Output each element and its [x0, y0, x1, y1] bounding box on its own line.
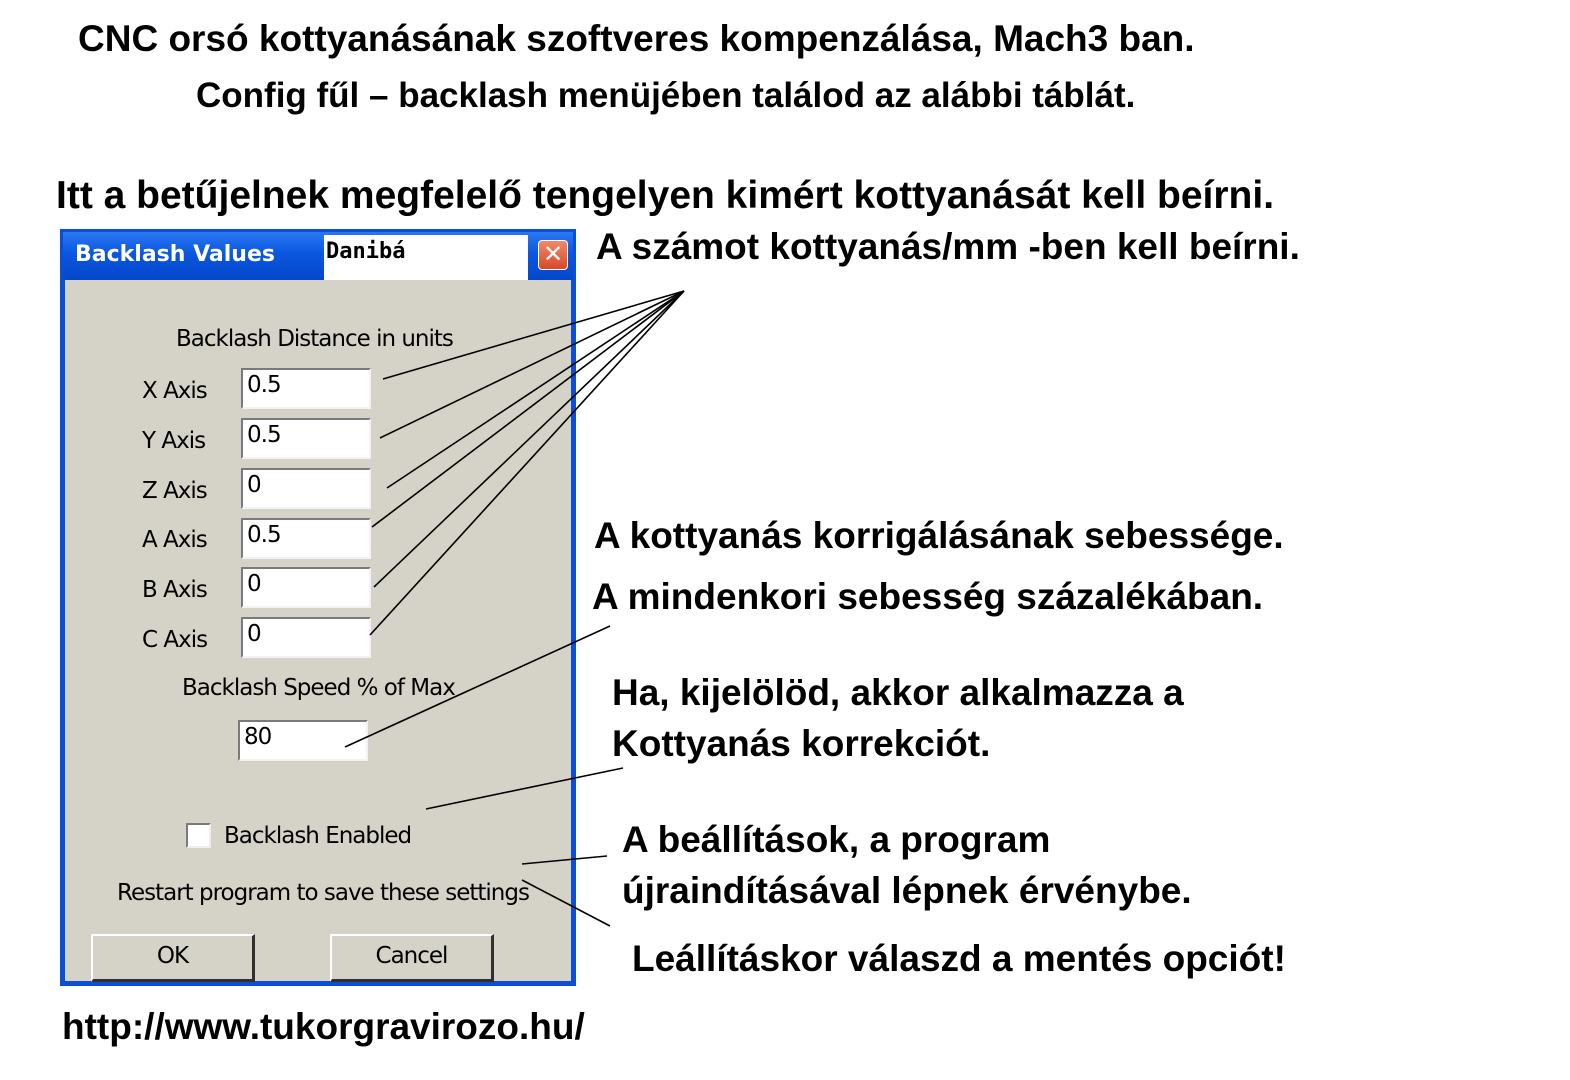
unit-instruction: A számot kottyanás/mm -ben kell beírni.	[596, 226, 1300, 267]
backlash-enabled-checkbox[interactable]	[186, 823, 211, 848]
y-axis-field[interactable]: 0.5	[241, 418, 371, 459]
axis-instruction: Itt a betűjelnek megfelelő tengelyen kimért kottyanását kell beírni.	[56, 174, 1275, 217]
restart-note: Restart program to save these settings	[117, 880, 529, 906]
distance-label: Backlash Distance in units	[176, 326, 453, 352]
speed-annotation-line2: A mindenkori sebesség százalékában.	[592, 576, 1264, 617]
a-axis-label: A Axis	[142, 527, 207, 553]
title-overlay-label	[324, 235, 528, 285]
footer-url: http://www.tukorgravirozo.hu/	[62, 1006, 585, 1047]
z-axis-field[interactable]: 0	[241, 468, 371, 509]
restart-annotation-line1: A beállítások, a program	[622, 819, 1051, 860]
dialog-titlebar[interactable]	[63, 232, 573, 280]
speed-field[interactable]: 80	[238, 720, 368, 761]
b-axis-label: B Axis	[142, 577, 207, 603]
speed-label: Backlash Speed % of Max	[182, 675, 455, 701]
backlash-values-dialog	[60, 229, 576, 986]
x-axis-field[interactable]: 0.5	[241, 368, 371, 409]
a-axis-field[interactable]: 0.5	[241, 518, 371, 559]
backlash-enabled-label: Backlash Enabled	[224, 823, 412, 849]
c-axis-label: C Axis	[142, 627, 208, 653]
y-axis-label: Y Axis	[142, 428, 206, 454]
close-button[interactable]	[538, 240, 568, 270]
page-title: CNC orsó kottyanásának szoftveres kompenzálása, Mach3 ban.	[78, 18, 1195, 59]
title-overlay-text: Danibá	[326, 239, 406, 264]
restart-annotation-line2: újraindításával lépnek érvénybe.	[622, 870, 1192, 911]
speed-annotation-line1: A kottyanás korrigálásának sebessége.	[594, 515, 1284, 556]
page-subtitle: Config fűl – backlash menüjében találod az alábbi táblát.	[196, 76, 1136, 115]
save-annotation: Leállításkor válaszd a mentés opciót!	[632, 938, 1286, 979]
enable-annotation-line1: Ha, kijelölöd, akkor alkalmazza a	[612, 672, 1184, 713]
dialog-body	[65, 280, 571, 981]
restart-annotation	[622, 814, 1192, 916]
b-axis-field[interactable]: 0	[241, 567, 371, 608]
enable-annotation-line2: Kottyanás korrekciót.	[612, 723, 991, 764]
ok-button[interactable]: OK	[91, 934, 255, 982]
cancel-button[interactable]: Cancel	[330, 934, 494, 982]
dialog-title: Backlash Values	[75, 242, 275, 267]
c-axis-field[interactable]: 0	[241, 617, 371, 658]
enable-annotation	[612, 667, 1184, 769]
close-icon: ✕	[542, 240, 564, 268]
z-axis-label: Z Axis	[142, 478, 207, 504]
x-axis-label: X Axis	[142, 378, 207, 404]
